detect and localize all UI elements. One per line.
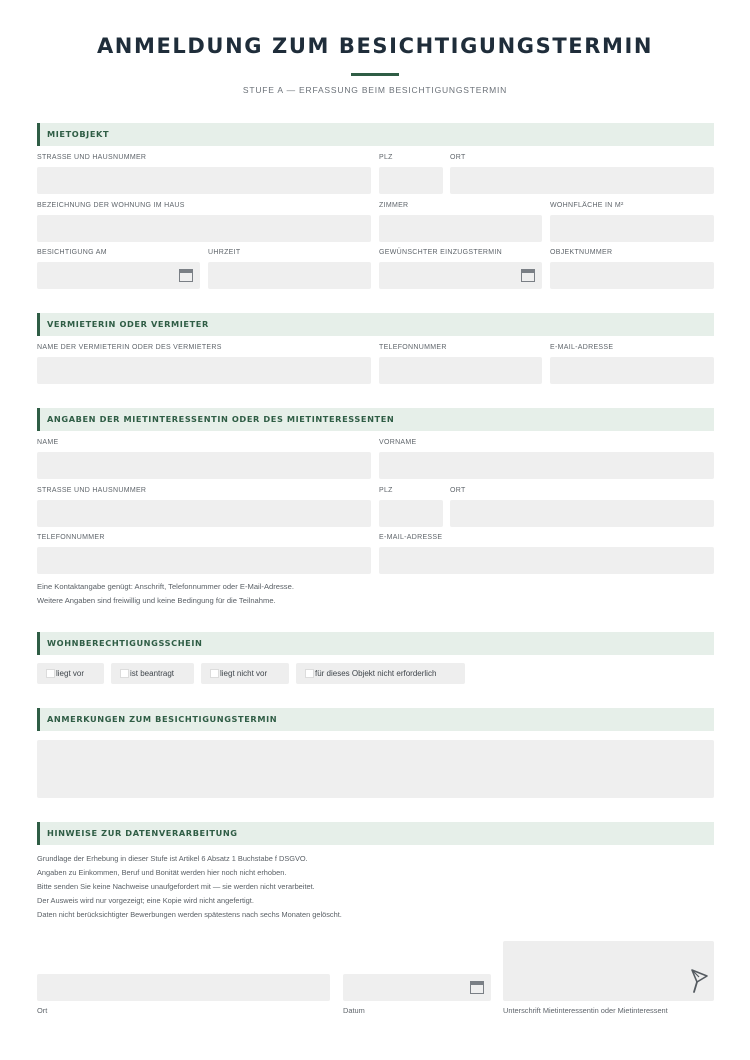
interessent-vorname-field[interactable] [379, 452, 714, 479]
einzug-date-field[interactable] [379, 262, 542, 289]
calendar-icon[interactable] [521, 269, 535, 282]
wbs-option-nicht-vor[interactable]: liegt nicht vor [201, 663, 289, 684]
label-bezeichnung: BEZEICHNUNG DER WOHNUNG IM HAUS [37, 202, 185, 209]
label-einzug: GEWÜNSCHTER EINZUGSTERMIN [379, 249, 502, 256]
title-underline [351, 73, 399, 76]
voluntary-note: Weitere Angaben sind freiwillig und keine Bedingung für die Teilnahme. [37, 596, 276, 605]
uhrzeit-field[interactable] [208, 262, 371, 289]
section-interessent [37, 408, 714, 431]
calendar-icon[interactable] [470, 981, 484, 994]
zimmer-field[interactable] [379, 215, 542, 242]
label-email: E-MAIL-ADRESSE [379, 534, 443, 541]
form-subtitle: STUFE A — ERFASSUNG BEIM BESICHTIGUNGSTERMIN [242, 85, 508, 95]
interessent-email-field[interactable] [379, 547, 714, 574]
section-mietobjekt [37, 123, 714, 146]
besichtigung-date-field[interactable] [37, 262, 200, 289]
interessent-strasse-field[interactable] [37, 500, 371, 527]
wbs-option-beantragt[interactable]: ist beantragt [111, 663, 194, 684]
wbs-option-nicht-erforderlich[interactable]: für dieses Objekt nicht erforderlich [296, 663, 465, 684]
vermieter-name-field[interactable] [37, 357, 371, 384]
section-title: WOHNBERECHTIGUNGSSCHEIN [47, 638, 203, 648]
section-title: MIETOBJEKT [47, 129, 110, 139]
signature-field[interactable] [503, 941, 714, 1001]
anmerkungen-textarea[interactable] [37, 740, 714, 798]
checkbox[interactable] [120, 669, 129, 678]
section-anmerkungen [37, 708, 714, 731]
label-telefon: TELEFONNUMMER [37, 534, 105, 541]
objektnummer-field[interactable] [550, 262, 714, 289]
datum-caption: Datum [343, 1006, 365, 1015]
ort-caption: Ort [37, 1006, 48, 1015]
label-uhrzeit: UHRZEIT [208, 249, 241, 256]
vermieter-email-field[interactable] [550, 357, 714, 384]
label-vorname: VORNAME [379, 439, 417, 446]
section-vermieter [37, 313, 714, 336]
datenschutz-line: Grundlage der Erhebung in dieser Stufe ist Artikel 6 Absatz 1 Buchstabe f DSGVO. [37, 854, 308, 863]
label-name: NAME [37, 439, 59, 446]
datenschutz-line: Der Ausweis wird nur vorgezeigt; eine Kopie wird nicht angefertigt. [37, 896, 254, 905]
wohnflaeche-field[interactable] [550, 215, 714, 242]
checkbox[interactable] [305, 669, 314, 678]
signature-pen-icon [689, 968, 709, 994]
signature-caption: Unterschrift Mietinteressentin oder Mietinteressent [503, 1006, 668, 1015]
label-objektnummer: OBJEKTNUMMER [550, 249, 613, 256]
datenschutz-line: Daten nicht berücksichtigter Bewerbungen werden spätestens nach sechs Monaten gelöscht. [37, 910, 342, 919]
section-title: HINWEISE ZUR DATENVERARBEITUNG [47, 828, 238, 838]
label-zimmer: ZIMMER [379, 202, 409, 209]
label-ort: ORT [450, 487, 466, 494]
label-wohnflaeche: WOHNFLÄCHE IN M² [550, 202, 624, 209]
interessent-telefon-field[interactable] [37, 547, 371, 574]
objekt-ort-field[interactable] [450, 167, 714, 194]
section-wbs [37, 632, 714, 655]
label-vermieter-name: NAME DER VERMIETERIN ODER DES VERMIETERS [37, 344, 222, 351]
wohnung-bezeichnung-field[interactable] [37, 215, 371, 242]
ort-field[interactable] [37, 974, 330, 1001]
label-vermieter-email: E-MAIL-ADRESSE [550, 344, 614, 351]
calendar-icon[interactable] [179, 269, 193, 282]
interessent-plz-field[interactable] [379, 500, 443, 527]
objekt-plz-field[interactable] [379, 167, 443, 194]
section-title: ANMERKUNGEN ZUM BESICHTIGUNGSTERMIN [47, 714, 278, 724]
checkbox[interactable] [46, 669, 55, 678]
checkbox[interactable] [210, 669, 219, 678]
datenschutz-line: Bitte senden Sie keine Nachweise unaufgefordert mit — sie werden nicht verarbeitet. [37, 882, 315, 891]
label-plz: PLZ [379, 154, 393, 161]
label-plz: PLZ [379, 487, 393, 494]
wbs-option-liegt-vor[interactable]: liegt vor [37, 663, 104, 684]
datum-field[interactable] [343, 974, 491, 1001]
section-datenschutz [37, 822, 714, 845]
section-title: VERMIETERIN ODER VERMIETER [47, 319, 209, 329]
form-title: ANMELDUNG ZUM BESICHTIGUNGSTERMIN [96, 34, 654, 58]
interessent-name-field[interactable] [37, 452, 371, 479]
label-ort: ORT [450, 154, 466, 161]
interessent-ort-field[interactable] [450, 500, 714, 527]
label-strasse: STRASSE UND HAUSNUMMER [37, 154, 147, 161]
label-besichtigung: BESICHTIGUNG AM [37, 249, 107, 256]
label-strasse: STRASSE UND HAUSNUMMER [37, 487, 147, 494]
label-vermieter-telefon: TELEFONNUMMER [379, 344, 447, 351]
vermieter-telefon-field[interactable] [379, 357, 542, 384]
objekt-strasse-field[interactable] [37, 167, 371, 194]
datenschutz-line: Angaben zu Einkommen, Beruf und Bonität werden hier noch nicht erhoben. [37, 868, 287, 877]
contact-note: Eine Kontaktangabe genügt: Anschrift, Telefonnummer oder E-Mail-Adresse. [37, 582, 294, 591]
section-title: ANGABEN DER MIETINTERESSENTIN ODER DES MIETINTERESSENTEN [47, 414, 395, 424]
